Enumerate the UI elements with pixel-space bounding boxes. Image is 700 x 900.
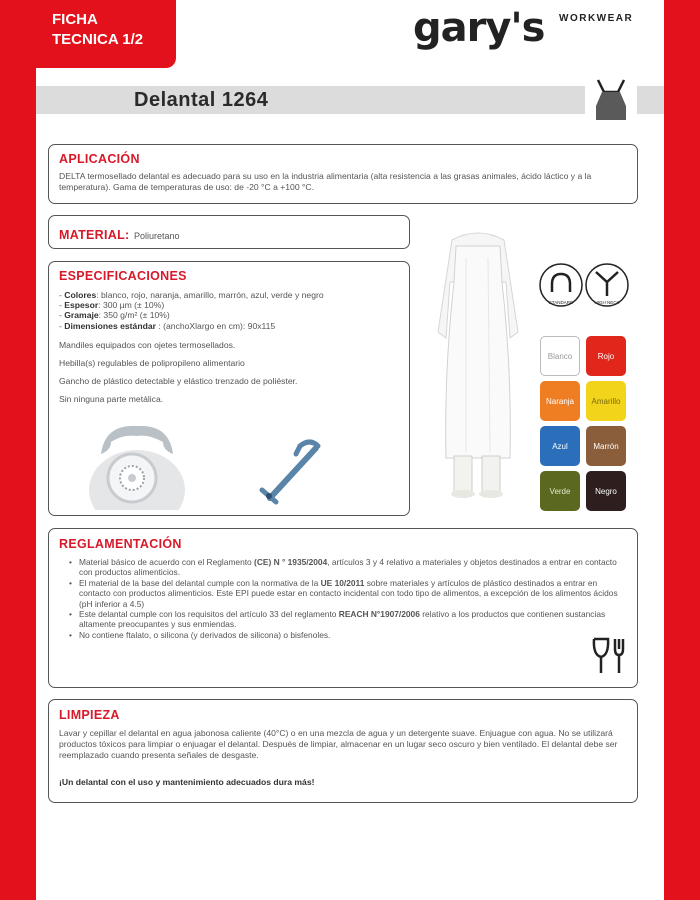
logo-subtext: WORKWEAR <box>559 13 634 24</box>
spec-extra-list <box>59 340 404 412</box>
high-neck-pictogram-icon <box>584 262 630 308</box>
color-swatch-amarillo: Amarillo <box>586 381 626 421</box>
color-swatch-marrón: Marrón <box>586 426 626 466</box>
hook-photo <box>254 434 334 509</box>
material-value: Poliuretano <box>133 231 180 241</box>
spec-extra-3: Gancho de plástico detectable y elástico trenzado de poliéster. <box>59 376 298 386</box>
standard-neck-pictogram-icon <box>538 262 584 308</box>
reg-item: • No contiene ftalato, o silicona (y derivados de silicona) o bisfenoles. <box>79 630 619 640</box>
reglamentacion-section <box>48 528 638 688</box>
limpieza-section <box>48 699 638 803</box>
reglamentacion-heading: REGLAMENTACIÓN <box>59 537 182 551</box>
especificaciones-section <box>48 261 410 516</box>
pictogram-standard-label: STANDARD <box>548 300 574 305</box>
eyelet-photo <box>87 420 187 510</box>
right-red-border <box>664 0 700 900</box>
color-swatch-rojo: Rojo <box>586 336 626 376</box>
aplicacion-heading: APLICACIÓN <box>59 152 140 166</box>
spec-line-espesor: - Espesor: 300 µm (± 10%) <box>59 300 165 311</box>
food-contact-icon <box>591 635 629 675</box>
apron-product-photo <box>426 222 526 502</box>
spec-extra-2: Hebilla(s) regulables de polipropileno alimentario <box>59 358 245 368</box>
especificaciones-heading: ESPECIFICACIONES <box>59 269 187 283</box>
title-band <box>36 86 664 114</box>
spec-line-dimensiones: - Dimensiones estándar : (anchoXlargo en cm): 90x115 <box>59 320 276 331</box>
spec-list <box>59 290 404 331</box>
limpieza-text: Lavar y cepillar el delantal en agua jabonosa caliente (40°C) o en una mezcla de agua y un detergente suave. Enjuague con agua. No se utilizará productos tóxicos para limpiar o enjuagar el delantal. Después de limpiar, almacenar en un lugar seco oscuro y bien ventilado. El delantal debe ser reemplazado cuando presenta señales de desgaste. <box>59 728 618 760</box>
ficha-line-2: TECNICA 1/2 <box>52 31 144 48</box>
reg-item: • Material básico de acuerdo con el Reglamento (CE) N ° 1935/2004, artículos 3 y 4 relativo a materiales y objetos destinados a entrar en contacto con productos alimenticios. <box>79 557 619 578</box>
ficha-line-1: FICHA <box>52 11 98 28</box>
spec-extra-1: Mandiles equipados con ojetes termosellados. <box>59 340 236 350</box>
ficha-tecnica-tab <box>0 0 176 68</box>
reglamentacion-list <box>67 557 619 640</box>
material-section <box>48 215 410 249</box>
spec-line-colores: - Colores: blanco, rojo, naranja, amarillo, marrón, azul, verde y negro <box>59 290 324 300</box>
color-swatch-naranja: Naranja <box>540 381 580 421</box>
spec-extra-4: Sin ninguna parte metálica. <box>59 394 164 404</box>
pictogram-high-label: HIGH NECK <box>594 300 620 305</box>
apron-thumbnail-icon <box>585 74 637 126</box>
left-red-border <box>0 0 36 900</box>
logo-wordmark: gary's <box>413 5 545 51</box>
color-swatch-blanco: Blanco <box>540 336 580 376</box>
product-title: Delantal 1264 <box>134 89 269 111</box>
color-swatch-azul: Azul <box>540 426 580 466</box>
limpieza-closing: ¡Un delantal con el uso y mantenimiento adecuados dura más! <box>59 777 315 787</box>
spec-line-gramaje: - Gramaje: 350 g/m² (± 10%) <box>59 310 170 321</box>
color-swatch-verde: Verde <box>540 471 580 511</box>
color-swatch-negro: Negro <box>586 471 626 511</box>
material-heading: MATERIAL: <box>59 228 130 242</box>
limpieza-heading: LIMPIEZA <box>59 708 120 722</box>
reg-item: • El material de la base del delantal cumple con la normativa de la UE 10/2011 sobre materiales y artículos de plástico destinados a entrar en contacto con productos alimenticios. Este EPI puede estar en contacto incidental con todo tipo de alimentos, a excepción de los alimentos ácidos (pH inferior a 4.5) <box>79 578 619 609</box>
aplicacion-text: DELTA termosellado delantal es adecuado para su uso en la industria alimentaria (alta resistencia a las grasas animales, ácido láctico y a la temperatura). Gama de temperaturas de uso: de -20 °C a +100 °C. <box>59 171 592 192</box>
aplicacion-section <box>48 144 638 204</box>
reg-item: • Este delantal cumple con los requisitos del artículo 33 del reglamento REACH N°1907/2006 relativo a los productos que contienen sustancias altamente preocupantes y sus enmiendas. <box>79 609 619 630</box>
